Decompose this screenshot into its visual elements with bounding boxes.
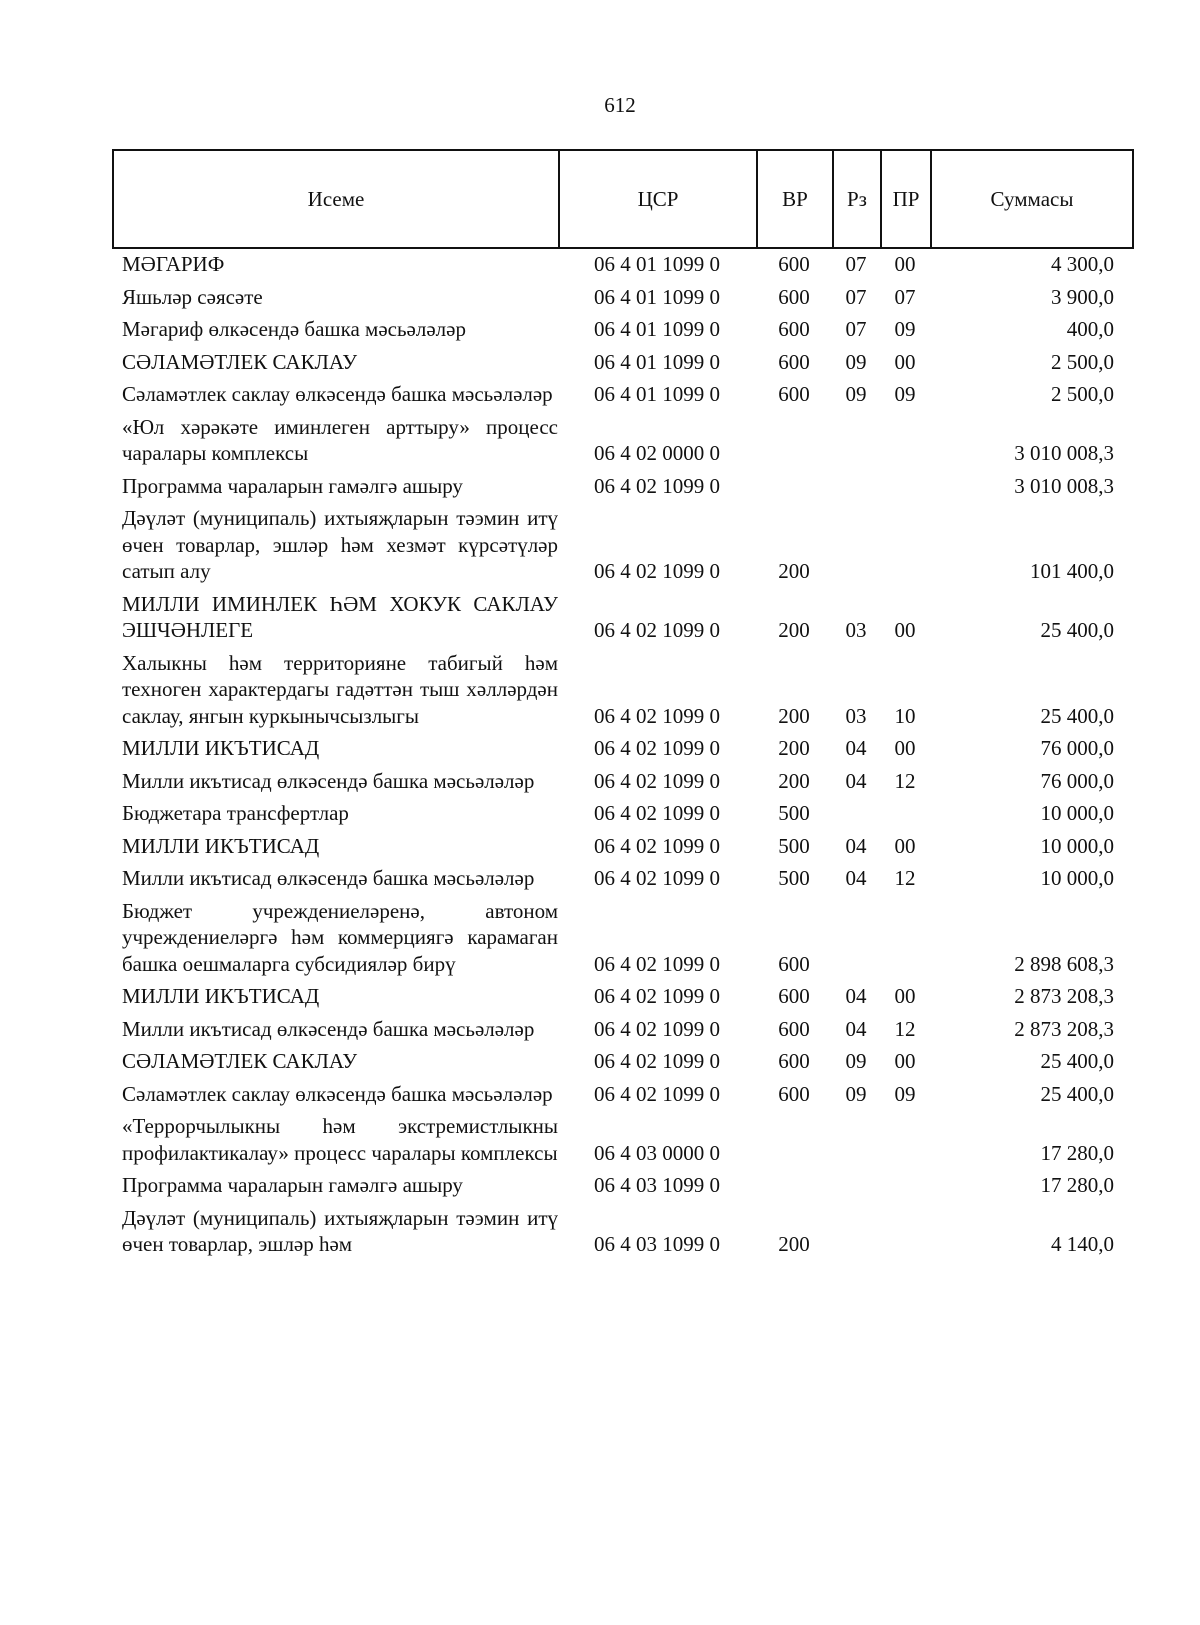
cell-csr: 06 4 01 1099 0 xyxy=(594,382,720,406)
cell-pr: 09 xyxy=(894,1081,916,1106)
table-row xyxy=(112,766,1134,799)
cell-pr: 00 xyxy=(894,984,916,1008)
cell-name: МИЛЛИ ИМИНЛЕК ҺӘМ ХОКУК САКЛАУ ЭШЧӘНЛЕГЕ xyxy=(122,591,558,642)
cell-name: Дәүләт (муниципаль) ихтыяҗларын тәэмин итү өчен товарлар, эшләр һәм хезмәт күрсәтүләр сатып алу xyxy=(122,506,558,583)
cell-name: Сәламәтлек саклау өлкәсендә башка мәсьәләләр xyxy=(122,382,553,406)
cell-name: Милли икътисад өлкәсендә башка мәсьәләләр xyxy=(122,768,535,793)
table-row xyxy=(112,379,1134,412)
cell-vr: 600 xyxy=(778,284,810,309)
cell-sum: 2 873 208,3 xyxy=(1014,1016,1114,1041)
table-row xyxy=(112,831,1134,864)
cell-csr: 06 4 01 1099 0 xyxy=(594,252,720,276)
cell-pr: 12 xyxy=(894,866,916,890)
cell-sum: 2 500,0 xyxy=(1051,382,1114,406)
cell-sum: 10 000,0 xyxy=(1040,833,1114,858)
table-row xyxy=(112,981,1134,1014)
cell-name: «Юл хәрәкәте иминлеген арттыру» процесс чаралары комплексы xyxy=(122,414,558,465)
cell-rz: 09 xyxy=(845,1049,867,1073)
cell-csr: 06 4 02 1099 0 xyxy=(594,559,720,583)
cell-pr: 00 xyxy=(894,618,916,642)
table-row xyxy=(112,733,1134,766)
cell-name: Бюджет учреждениеләренә, автоном учреждениеләргә һәм коммерциягә карамаган башка оешмаларга субсидияләр бирү xyxy=(122,898,558,976)
cell-csr: 06 4 02 1099 0 xyxy=(594,801,720,825)
cell-name: Милли икътисад өлкәсендә башка мәсьәләләр xyxy=(122,866,535,890)
cell-pr: 00 xyxy=(894,833,916,858)
cell-csr: 06 4 02 1099 0 xyxy=(594,703,720,728)
cell-csr: 06 4 02 1099 0 xyxy=(594,866,720,890)
cell-pr: 07 xyxy=(894,284,916,309)
cell-name: Халыкны һәм территорияне табигый һәм техноген характердагы гадәттән тыш хәлләрдән саклау, янгын куркынычсызлыгы xyxy=(122,650,558,728)
cell-vr: 200 xyxy=(778,618,810,642)
table-row xyxy=(112,863,1134,896)
cell-rz: 03 xyxy=(845,618,867,642)
cell-sum: 17 280,0 xyxy=(1040,1173,1114,1197)
table-row xyxy=(112,798,1134,831)
table-row xyxy=(112,412,1134,471)
cell-sum: 76 000,0 xyxy=(1040,736,1114,760)
cell-rz: 04 xyxy=(845,833,867,858)
cell-vr: 600 xyxy=(778,252,810,276)
cell-rz: 04 xyxy=(845,984,867,1008)
cell-pr: 00 xyxy=(894,1049,916,1073)
cell-csr: 06 4 02 1099 0 xyxy=(594,473,720,498)
cell-vr: 600 xyxy=(778,951,810,976)
cell-name: Мәгариф өлкәсендә башка мәсьәләләр xyxy=(122,317,466,341)
cell-csr: 06 4 01 1099 0 xyxy=(594,349,720,374)
cell-name: Милли икътисад өлкәсендә башка мәсьәләләр xyxy=(122,1016,535,1041)
cell-pr: 00 xyxy=(894,736,916,760)
cell-vr: 600 xyxy=(778,1049,810,1073)
cell-sum: 2 898 608,3 xyxy=(1014,951,1114,976)
table-row xyxy=(112,1079,1134,1112)
cell-pr: 12 xyxy=(894,768,916,793)
header-pr: ПР xyxy=(882,151,932,247)
cell-vr: 600 xyxy=(778,1016,810,1041)
cell-name: Сәламәтлек саклау өлкәсендә башка мәсьәләләр xyxy=(122,1081,553,1106)
cell-rz: 07 xyxy=(845,317,867,341)
cell-sum: 10 000,0 xyxy=(1040,866,1114,890)
cell-csr: 06 4 02 1099 0 xyxy=(594,984,720,1008)
cell-name: МИЛЛИ ИКЪТИСАД xyxy=(122,833,320,858)
table-row xyxy=(112,1111,1134,1170)
cell-name: Программа чараларын гамәлгә ашыру xyxy=(122,473,463,498)
cell-vr: 200 xyxy=(778,703,810,728)
table-header xyxy=(112,149,1134,249)
cell-name: МӘГАРИФ xyxy=(122,252,225,276)
cell-sum: 76 000,0 xyxy=(1040,768,1114,793)
cell-sum: 3 900,0 xyxy=(1051,284,1114,309)
header-csr: ЦСР xyxy=(560,151,758,247)
cell-name: Бюджетара трансфертлар xyxy=(122,801,349,825)
cell-pr: 00 xyxy=(894,252,916,276)
cell-rz: 04 xyxy=(845,866,867,890)
cell-name: Дәүләт (муниципаль) ихтыяҗларын тәэмин итү өчен товарлар, эшләр һәм xyxy=(122,1205,558,1256)
cell-sum: 25 400,0 xyxy=(1040,703,1114,728)
table-row xyxy=(112,1046,1134,1079)
cell-rz: 07 xyxy=(845,284,867,309)
header-vr: ВР xyxy=(758,151,834,247)
cell-vr: 600 xyxy=(778,984,810,1008)
cell-csr: 06 4 02 1099 0 xyxy=(594,618,720,642)
cell-vr: 500 xyxy=(778,801,810,825)
table-row xyxy=(112,896,1134,982)
page-number: 612 xyxy=(604,93,636,117)
header-name: Исеме xyxy=(114,151,560,247)
cell-sum: 17 280,0 xyxy=(1040,1140,1114,1165)
cell-rz: 07 xyxy=(845,252,867,276)
cell-name: Яшьләр сәясәте xyxy=(122,284,263,309)
cell-csr: 06 4 01 1099 0 xyxy=(594,284,720,309)
cell-name: МИЛЛИ ИКЪТИСАД xyxy=(122,736,320,760)
table-row xyxy=(112,471,1134,504)
table-row xyxy=(112,249,1134,282)
cell-sum: 4 140,0 xyxy=(1051,1232,1114,1256)
cell-name: СӘЛАМӘТЛЕК САКЛАУ xyxy=(122,1049,358,1073)
cell-pr: 10 xyxy=(894,703,916,728)
cell-vr: 500 xyxy=(778,833,810,858)
table-row xyxy=(112,347,1134,380)
cell-pr: 09 xyxy=(894,317,916,341)
cell-sum: 10 000,0 xyxy=(1040,801,1114,825)
table-row xyxy=(112,1203,1134,1262)
cell-sum: 400,0 xyxy=(1066,317,1114,341)
cell-vr: 500 xyxy=(778,866,810,890)
cell-csr: 06 4 02 1099 0 xyxy=(594,1016,720,1041)
cell-rz: 09 xyxy=(845,382,867,406)
cell-sum: 3 010 008,3 xyxy=(1014,441,1114,465)
cell-rz: 04 xyxy=(845,768,867,793)
cell-rz: 09 xyxy=(845,1081,867,1106)
table-row xyxy=(112,503,1134,589)
cell-sum: 2 873 208,3 xyxy=(1014,984,1114,1008)
cell-vr: 600 xyxy=(778,317,810,341)
cell-name: Программа чараларын гамәлгә ашыру xyxy=(122,1173,463,1197)
cell-name: СӘЛАМӘТЛЕК САКЛАУ xyxy=(122,349,358,374)
cell-sum: 25 400,0 xyxy=(1040,1049,1114,1073)
cell-csr: 06 4 03 1099 0 xyxy=(594,1232,720,1256)
cell-csr: 06 4 01 1099 0 xyxy=(594,317,720,341)
cell-sum: 2 500,0 xyxy=(1051,349,1114,374)
cell-name: МИЛЛИ ИКЪТИСАД xyxy=(122,984,320,1008)
cell-csr: 06 4 02 1099 0 xyxy=(594,768,720,793)
cell-sum: 25 400,0 xyxy=(1040,1081,1114,1106)
cell-csr: 06 4 03 0000 0 xyxy=(594,1140,720,1165)
cell-vr: 600 xyxy=(778,382,810,406)
cell-pr: 00 xyxy=(894,349,916,374)
table-row xyxy=(112,1014,1134,1047)
cell-csr: 06 4 02 1099 0 xyxy=(594,833,720,858)
table-row xyxy=(112,282,1134,315)
cell-vr: 200 xyxy=(778,559,810,583)
table-row xyxy=(112,589,1134,648)
cell-vr: 200 xyxy=(778,768,810,793)
cell-vr: 600 xyxy=(778,1081,810,1106)
cell-rz: 03 xyxy=(845,703,867,728)
cell-rz: 04 xyxy=(845,736,867,760)
cell-vr: 600 xyxy=(778,349,810,374)
cell-csr: 06 4 02 1099 0 xyxy=(594,1049,720,1073)
cell-pr: 12 xyxy=(894,1016,916,1041)
cell-vr: 200 xyxy=(778,736,810,760)
cell-rz: 04 xyxy=(845,1016,867,1041)
cell-sum: 25 400,0 xyxy=(1040,618,1114,642)
cell-csr: 06 4 02 0000 0 xyxy=(594,441,720,465)
cell-sum: 3 010 008,3 xyxy=(1014,473,1114,498)
table-row xyxy=(112,1170,1134,1203)
cell-sum: 101 400,0 xyxy=(1030,559,1114,583)
cell-csr: 06 4 02 1099 0 xyxy=(594,1081,720,1106)
cell-sum: 4 300,0 xyxy=(1051,252,1114,276)
cell-csr: 06 4 02 1099 0 xyxy=(594,736,720,760)
cell-name: «Террорчылыкны һәм экстремистлыкны профилактикалау» процесс чаралары комплексы xyxy=(122,1114,558,1165)
table-row xyxy=(112,648,1134,734)
cell-rz: 09 xyxy=(845,349,867,374)
cell-pr: 09 xyxy=(894,382,916,406)
header-sum: Суммасы xyxy=(990,186,1074,211)
header-rz: Рз xyxy=(834,151,882,247)
cell-csr: 06 4 02 1099 0 xyxy=(594,951,720,976)
cell-vr: 200 xyxy=(778,1232,810,1256)
table-row xyxy=(112,314,1134,347)
cell-csr: 06 4 03 1099 0 xyxy=(594,1173,720,1197)
table-body xyxy=(112,249,1134,1262)
